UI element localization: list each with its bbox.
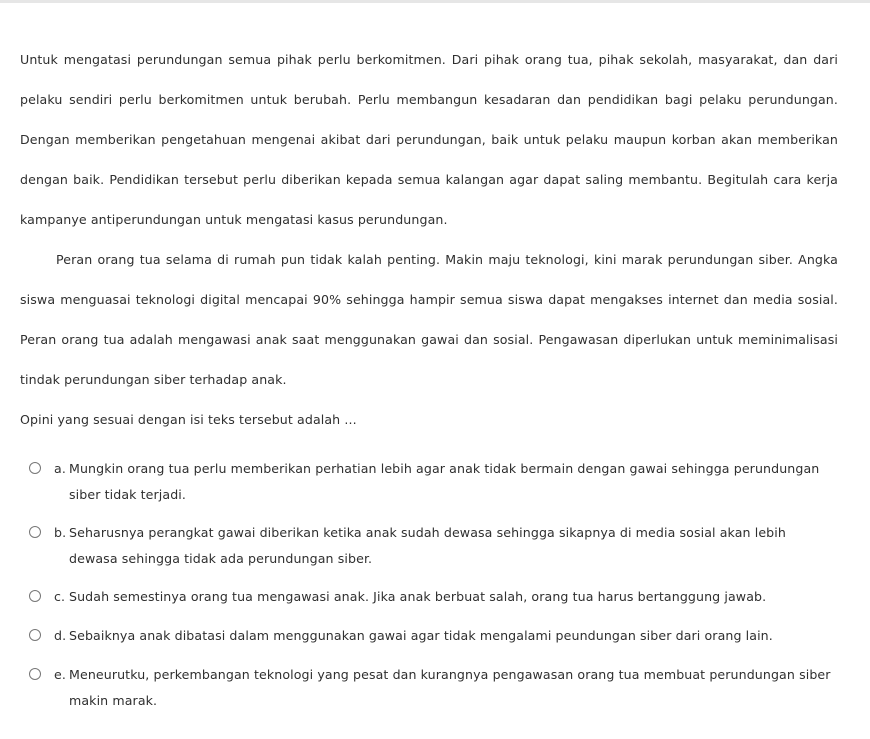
option-letter-a: a. [54, 461, 66, 476]
question-card [20, 40, 838, 726]
radio-button-a[interactable] [29, 462, 41, 474]
option-text-a[interactable]: Mungkin orang tua perlu memberikan perhatian lebih agar anak tidak bermain dengan gawai sehingga perundungan siber tidak terjadi. [69, 461, 820, 502]
top-border [0, 0, 870, 3]
option-letter-e: e. [54, 667, 66, 682]
option-e[interactable] [20, 662, 838, 714]
passage-paragraph-2: Peran orang tua selama di rumah pun tidak kalah penting. Makin maju teknologi, kini marak perundungan siber. Angka siswa menguasai teknologi digital mencapai 90% sehingga hampir semua siswa dapat mengakses internet dan media sosial. Peran orang tua adalah mengawasi anak saat menggunakan gawai dan sosial. Pengawasan diperlukan untuk meminimalisasi tindak perundungan siber terhadap anak. [20, 252, 838, 387]
option-letter-d: d. [54, 628, 67, 643]
radio-button-c[interactable] [29, 590, 41, 602]
radio-button-e[interactable] [29, 668, 41, 680]
option-letter-c: c. [54, 589, 66, 604]
passage-paragraph-1: Untuk mengatasi perundungan semua pihak perlu berkomitmen. Dari pihak orang tua, pihak sekolah, masyarakat, dan dari pelaku sendiri perlu berkomitmen untuk berubah. Perlu membangun kesadaran dan pendidikan bagi pelaku perundungan. Dengan memberikan pengetahuan mengenai akibat dari perundungan, baik untuk pelaku maupun korban akan memberikan dengan baik. Pendidikan tersebut perlu diberikan kepada semua kalangan agar dapat saling membantu. Begitulah cara kerja kampanye antiperundungan untuk mengatasi kasus perundungan. [20, 52, 838, 227]
answer-options [20, 456, 838, 714]
option-text-b[interactable]: Seharusnya perangkat gawai diberikan ketika anak sudah dewasa sehingga sikapnya di media sosial akan lebih dewasa sehingga tidak ada perundungan siber. [69, 525, 786, 566]
option-text-e[interactable]: Meneurutku, perkembangan teknologi yang pesat dan kurangnya pengawasan orang tua membuat perundungan siber makin marak. [69, 667, 831, 708]
option-c[interactable] [20, 584, 838, 611]
option-letter-b: b. [54, 525, 67, 540]
option-text-c[interactable]: Sudah semestinya orang tua mengawasi anak. Jika anak berbuat salah, orang tua harus bertanggung jawab. [69, 589, 767, 604]
radio-button-b[interactable] [29, 526, 41, 538]
option-b[interactable] [20, 520, 838, 572]
radio-button-d[interactable] [29, 629, 41, 641]
option-a[interactable] [20, 456, 838, 508]
option-d[interactable] [20, 623, 838, 650]
question-text: Opini yang sesuai dengan isi teks tersebut adalah ... [20, 412, 357, 427]
option-text-d[interactable]: Sebaiknya anak dibatasi dalam menggunakan gawai agar tidak mengalami peundungan siber dari orang lain. [69, 628, 773, 643]
